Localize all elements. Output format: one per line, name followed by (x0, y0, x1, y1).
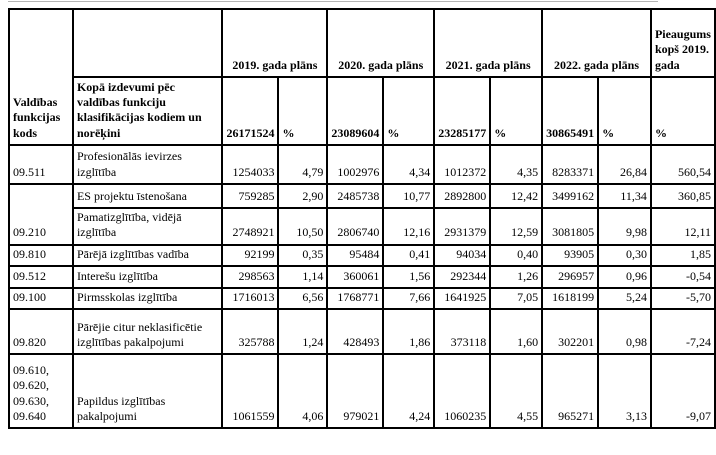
cell-2021-pct: 1,60 (490, 309, 542, 354)
cell-2019-pct: 1,14 (278, 266, 327, 288)
row-code-cell: 09.820 (9, 309, 73, 354)
cell-2021-pct: 12,59 (490, 208, 542, 245)
cell-2020-value: 95484 (327, 245, 383, 266)
total-2020: 23089604 (327, 77, 383, 145)
cell-2019-value: 1254033 (222, 145, 278, 184)
cell-2021-value: 373118 (434, 309, 490, 354)
cell-growth: 360,85 (651, 184, 715, 208)
year-header-2021: 2021. gada plāns (434, 9, 542, 77)
cell-2022-value: 1618199 (542, 288, 598, 309)
cell-growth: -9,07 (651, 354, 715, 428)
cell-2020-pct: 7,66 (383, 288, 434, 309)
row-name-cell: ES projektu īstenošana (73, 184, 223, 208)
expenditure-header-spacer (73, 9, 223, 77)
cell-2021-pct: 12,42 (490, 184, 542, 208)
cell-2019-pct: 4,79 (278, 145, 327, 184)
cell-2021-value: 292344 (434, 266, 490, 288)
row-code-cell: 09.511 (9, 145, 73, 184)
cell-2021-value: 1060235 (434, 354, 490, 428)
row-name-cell: Pirmsskolas izglītība (73, 288, 223, 309)
cell-2022-value: 296957 (542, 266, 598, 288)
cell-2020-pct: 1,56 (383, 266, 434, 288)
pct-header-2022: % (598, 77, 651, 145)
row-code-cell: 09.100 (9, 288, 73, 309)
cell-2022-value: 965271 (542, 354, 598, 428)
cell-2019-value: 1061559 (222, 354, 278, 428)
cell-2020-value: 1768771 (327, 288, 383, 309)
cell-2019-pct: 0,35 (278, 245, 327, 266)
cell-2021-value: 2931379 (434, 208, 490, 245)
growth-pct-header: % (651, 77, 715, 145)
cell-2020-pct: 4,34 (383, 145, 434, 184)
cell-2020-value: 979021 (327, 354, 383, 428)
cell-2019-value: 2748921 (222, 208, 278, 245)
cell-2019-pct: 10,50 (278, 208, 327, 245)
table-row (9, 309, 715, 354)
total-2019: 26171524 (222, 77, 278, 145)
cell-2020-value: 360061 (327, 266, 383, 288)
cell-growth: 560,54 (651, 145, 715, 184)
cell-growth: -0,54 (651, 266, 715, 288)
table-row (9, 288, 715, 309)
table-row (9, 266, 715, 288)
cell-2020-pct: 10,77 (383, 184, 434, 208)
row-name-cell: Pamatizglītība, vidējā izglītība (73, 208, 223, 245)
row-name-cell: Papildus izglītības pakalpojumi (73, 354, 223, 428)
cell-2021-pct: 0,40 (490, 245, 542, 266)
row-code-cell: 09.810 (9, 245, 73, 266)
cell-2021-value: 1641925 (434, 288, 490, 309)
cell-2022-pct: 0,30 (598, 245, 651, 266)
row-code-cell: 09.512 (9, 266, 73, 288)
cell-2022-value: 3081805 (542, 208, 598, 245)
cell-2019-pct: 2,90 (278, 184, 327, 208)
cell-2019-value: 298563 (222, 266, 278, 288)
cell-2022-pct: 9,98 (598, 208, 651, 245)
row-name-cell: Profesionālās ievirzes izglītība (73, 145, 223, 184)
cell-2022-value: 8283371 (542, 145, 598, 184)
cell-2022-value: 302201 (542, 309, 598, 354)
cell-2022-pct: 0,98 (598, 309, 651, 354)
row-name-cell: Pārējā izglītības vadība (73, 245, 223, 266)
cell-2019-pct: 4,06 (278, 354, 327, 428)
row-name-cell: Pārējie citur neklasificētie izglītības pakalpojumi (73, 309, 223, 354)
code-column-header: Valdības funkcijas kods (9, 9, 73, 145)
cell-2020-pct: 0,41 (383, 245, 434, 266)
expenditure-column-header: Kopā izdevumi pēc valdības funkciju klasifikācijas kodiem un norēķini (73, 77, 223, 145)
cell-2021-value: 2892800 (434, 184, 490, 208)
cell-2021-pct: 4,55 (490, 354, 542, 428)
table-row (9, 245, 715, 266)
cell-growth: -7,24 (651, 309, 715, 354)
cell-2021-pct: 7,05 (490, 288, 542, 309)
cell-2020-pct: 4,24 (383, 354, 434, 428)
cell-2020-value: 2485738 (327, 184, 383, 208)
row-code-cell: 09.210 (9, 184, 73, 245)
pct-header-2020: % (383, 77, 434, 145)
cell-2021-value: 1012372 (434, 145, 490, 184)
table-row (9, 208, 715, 245)
budget-function-table (8, 8, 716, 429)
table-row (9, 145, 715, 184)
year-header-2019: 2019. gada plāns (222, 9, 327, 77)
cell-growth: 12,11 (651, 208, 715, 245)
header-row-totals (9, 77, 715, 145)
cell-2020-value: 428493 (327, 309, 383, 354)
row-name-cell: Interešu izglītība (73, 266, 223, 288)
cell-growth: 1,85 (651, 245, 715, 266)
cell-2019-value: 1716013 (222, 288, 278, 309)
table-row (9, 354, 715, 428)
cell-2021-value: 94034 (434, 245, 490, 266)
cell-2022-pct: 11,34 (598, 184, 651, 208)
cell-2020-pct: 1,86 (383, 309, 434, 354)
header-row-years (9, 9, 715, 77)
total-2021: 23285177 (434, 77, 490, 145)
pct-header-2021: % (490, 77, 542, 145)
pct-header-2019: % (278, 77, 327, 145)
year-header-2020: 2020. gada plāns (327, 9, 434, 77)
total-2022: 30865491 (542, 77, 598, 145)
cell-2019-value: 759285 (222, 184, 278, 208)
cell-2022-pct: 0,96 (598, 266, 651, 288)
cell-2019-value: 92199 (222, 245, 278, 266)
cell-2022-pct: 5,24 (598, 288, 651, 309)
growth-column-header: Pieaugums kopš 2019. gada (651, 9, 715, 77)
year-header-2022: 2022. gada plāns (542, 9, 651, 77)
page-edge-line (8, 1, 658, 2)
cell-2022-pct: 3,13 (598, 354, 651, 428)
cell-2019-pct: 6,56 (278, 288, 327, 309)
cell-2022-value: 93905 (542, 245, 598, 266)
cell-2021-pct: 1,26 (490, 266, 542, 288)
cell-2021-pct: 4,35 (490, 145, 542, 184)
table-row (9, 184, 715, 208)
cell-2019-value: 325788 (222, 309, 278, 354)
cell-2022-value: 3499162 (542, 184, 598, 208)
cell-growth: -5,70 (651, 288, 715, 309)
row-code-cell: 09.610, 09.620, 09.630, 09.640 (9, 354, 73, 428)
cell-2020-value: 1002976 (327, 145, 383, 184)
cell-2020-value: 2806740 (327, 208, 383, 245)
cell-2020-pct: 12,16 (383, 208, 434, 245)
cell-2022-pct: 26,84 (598, 145, 651, 184)
cell-2019-pct: 1,24 (278, 309, 327, 354)
